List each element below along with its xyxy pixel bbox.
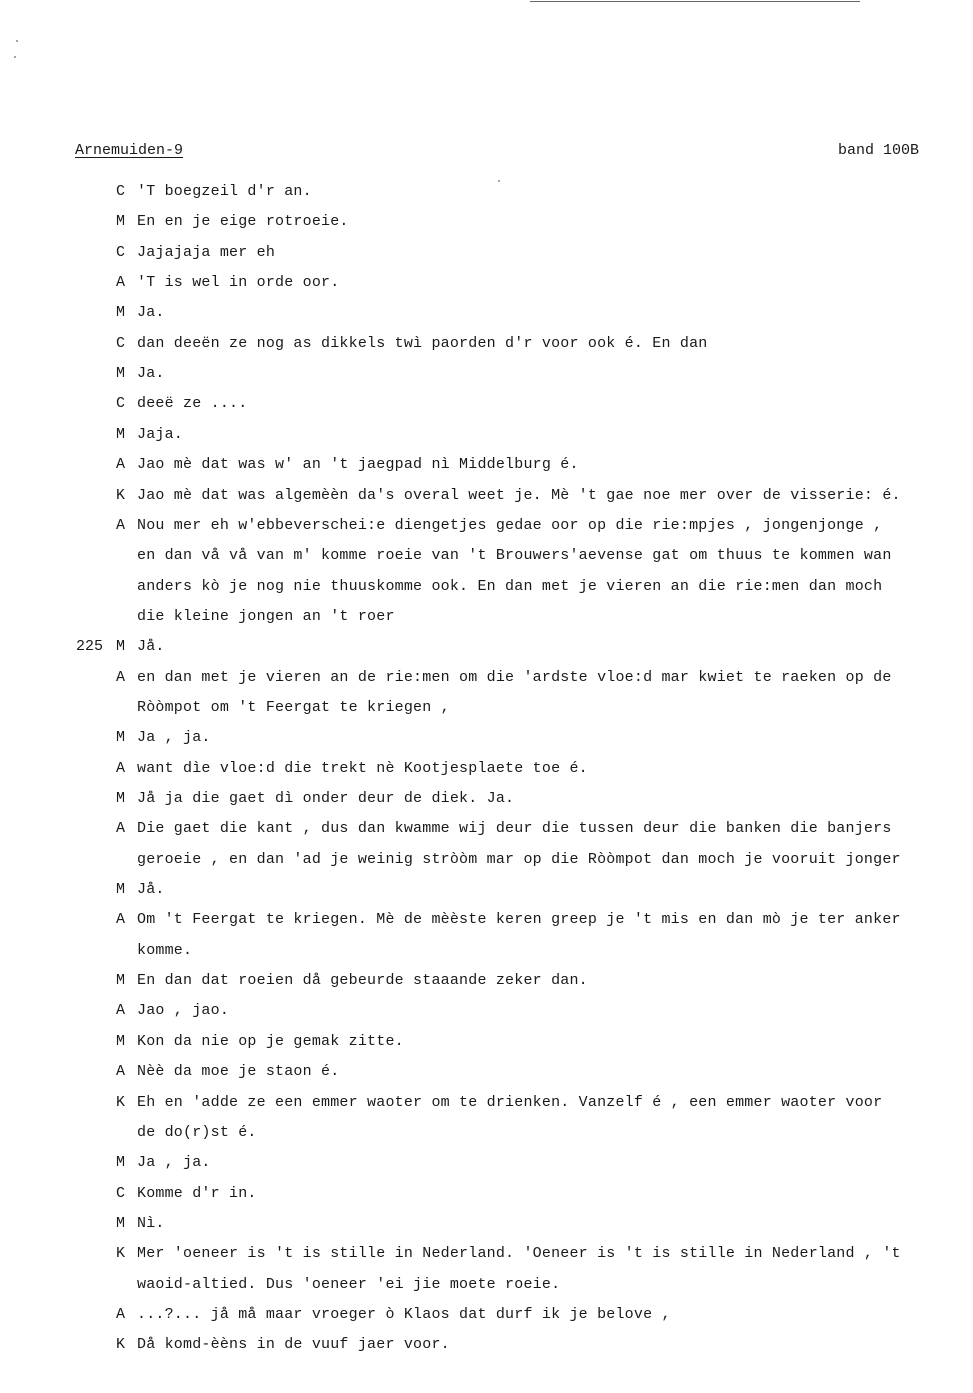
utterance-text: want dìe vloe:d die trekt nè Kootjesplaete toe é. [137, 759, 588, 777]
speaker-code: M [116, 425, 126, 443]
transcript-line [0, 1213, 973, 1235]
utterance-text: en dan vå vå van m' komme roeie van 't Brouwers'aevense gat om thuus te kommen wan [137, 547, 892, 565]
transcript-line [0, 181, 973, 203]
utterance-text: En dan dat roeien då gebeurde staaande zeker dan. [137, 972, 588, 990]
utterance-text: Ja , ja. [137, 1154, 211, 1172]
speaker-code: C [116, 334, 126, 352]
transcript-line [0, 242, 973, 264]
utterance-text: Nou mer eh w'ebbeverschei:e diengetjes gedae oor op die rie:mpjes , jongenjonge , [137, 516, 883, 534]
utterance-text: Mer 'oeneer is 't is stille in Nederland. 'Oeneer is 't is stille in Nederland , 't [137, 1245, 901, 1263]
speaker-code: M [116, 638, 126, 656]
utterance-text: Ja , ja. [137, 729, 211, 747]
utterance-text: Die gaet die kant , dus dan kwamme wij deur die tussen deur die banken die banjers [137, 820, 892, 838]
transcript-line [0, 1061, 973, 1083]
speaker-code: A [116, 759, 126, 777]
transcript-line [0, 211, 973, 233]
speaker-code: A [116, 911, 126, 929]
transcript-line [0, 636, 973, 658]
utterance-text: de do(r)st é. [137, 1123, 257, 1141]
speaker-code: M [116, 790, 126, 807]
speaker-code: K [116, 1245, 126, 1263]
utterance-text: 'T is wel in orde oor. [137, 274, 340, 292]
scan-speck [16, 40, 18, 42]
speaker-code: K [116, 486, 126, 504]
transcript-line-continuation [0, 545, 973, 567]
speaker-code: C [116, 183, 126, 200]
utterance-text: Jå. [137, 638, 165, 656]
utterance-text: Jao mè dat was w' an 't jaegpad nì Middelburg é. [137, 456, 579, 474]
speaker-code: A [116, 1002, 126, 1020]
transcript-line [0, 909, 973, 931]
speaker-code: M [116, 881, 126, 899]
utterance-text: geroeie , en dan 'ad je weinig stròòm mar op die Ròòmpot dan moch je vooruit jonger [137, 850, 901, 868]
scan-speck [14, 56, 16, 58]
transcript-line-continuation [0, 576, 973, 598]
utterance-text: Jå ja die gaet dì onder deur de diek. Ja. [137, 790, 515, 807]
utterance-text: Jå. [137, 881, 165, 899]
transcript-line [0, 818, 973, 840]
transcript-line [0, 667, 973, 689]
transcript-line [0, 515, 973, 537]
speaker-code: A [116, 820, 126, 838]
utterance-text: komme. [137, 941, 193, 959]
tape-label: band 100B [838, 142, 920, 159]
utterance-text: Om 't Feergat te kriegen. Mè de mèèste keren greep je 't mis en dan mò je ter anker [137, 911, 901, 929]
transcript-line-continuation [0, 1274, 973, 1296]
document-title: Arnemuiden-9 [75, 142, 184, 159]
utterance-text: Komme d'r in. [137, 1184, 257, 1202]
utterance-text: Ja. [137, 365, 165, 383]
speaker-code: M [116, 213, 126, 231]
speaker-code: A [116, 456, 126, 474]
utterance-text: Ja. [137, 304, 165, 322]
speaker-code: M [116, 972, 126, 990]
speaker-code: M [116, 1032, 126, 1050]
transcript-line [0, 1183, 973, 1205]
utterance-text: Ròòmpot om 't Feergat te kriegen , [137, 698, 450, 716]
speaker-code: M [116, 1214, 126, 1232]
utterance-text: Jao mè dat was algemèèn da's overal weet je. Mè 't gae noe mer over de visserie: é. [137, 486, 901, 504]
transcript-line [0, 1152, 973, 1174]
speaker-code: C [116, 395, 126, 413]
speaker-code: A [116, 1063, 126, 1081]
transcript-line [0, 1243, 973, 1265]
transcript-line [0, 333, 973, 355]
utterance-text: en dan met je vieren an de rie:men om die 'ardste vloe:d mar kwiet te raeken op de [137, 668, 892, 686]
transcript-line [0, 1031, 973, 1053]
utterance-text: En en je eige rotroeie. [137, 213, 349, 231]
speaker-code: A [116, 668, 126, 686]
speaker-code: A [116, 516, 126, 534]
speaker-code: M [116, 1154, 126, 1172]
transcript-line [0, 363, 973, 385]
speaker-code: M [116, 365, 126, 383]
transcript-line [0, 1304, 973, 1326]
speaker-code: C [116, 1184, 126, 1202]
utterance-text: anders kò je nog nie thuuskomme ook. En dan met je vieren an die rie:men dan moch [137, 577, 883, 595]
transcript-line [0, 758, 973, 780]
speaker-code: A [116, 274, 126, 292]
transcript-line-continuation [0, 940, 973, 962]
transcript-line [0, 454, 973, 476]
speaker-code: C [116, 243, 126, 261]
utterance-text: Nì. [137, 1214, 165, 1232]
transcript-line [0, 1000, 973, 1022]
utterance-text: dan deeën ze nog as dikkels twì paorden d'r voor ook é. En dan [137, 334, 708, 352]
top-rule [530, 1, 860, 2]
utterance-text: Nèè da moe je staon é. [137, 1063, 340, 1081]
utterance-text: Jaja. [137, 425, 184, 443]
speaker-code: K [116, 1093, 126, 1111]
utterance-text: die kleine jongen an 't roer [137, 607, 395, 625]
utterance-text: Då komd-èèns in de vuuf jaer voor. [137, 1336, 450, 1354]
utterance-text: ...?... jå må maar vroeger ò Klaos dat durf ik je belove , [137, 1305, 671, 1323]
speaker-code: A [116, 1305, 126, 1323]
utterance-text: waoid-altied. Dus 'oeneer 'ei jie moete roeie. [137, 1275, 561, 1293]
transcript-line [0, 788, 973, 810]
utterance-text: Eh en 'adde ze een emmer waoter om te drienken. Vanzelf é , een emmer waoter voor [137, 1093, 883, 1111]
speaker-code: K [116, 1336, 126, 1354]
transcript-line [0, 485, 973, 507]
line-number: 225 [76, 638, 104, 656]
speaker-code: M [116, 729, 126, 747]
transcript-line [0, 424, 973, 446]
utterance-text: Jajajaja mer eh [137, 243, 276, 261]
transcript-line [0, 272, 973, 294]
utterance-text: Kon da nie op je gemak zitte. [137, 1032, 404, 1050]
transcript-line [0, 970, 973, 992]
utterance-text: deeë ze .... [137, 395, 248, 413]
transcript-line-continuation [0, 1122, 973, 1144]
transcript-line [0, 727, 973, 749]
transcript-line [0, 879, 973, 901]
transcript-line [0, 1092, 973, 1114]
utterance-text: Jao , jao. [137, 1002, 230, 1020]
transcript-line [0, 393, 973, 415]
transcript-line-continuation [0, 697, 973, 719]
speaker-code: M [116, 304, 126, 322]
utterance-text: 'T boegzeil d'r an. [137, 183, 312, 200]
transcript-line [0, 302, 973, 324]
transcript-line [0, 1334, 973, 1356]
transcript-line-continuation [0, 849, 973, 871]
transcript-line-continuation [0, 606, 973, 628]
